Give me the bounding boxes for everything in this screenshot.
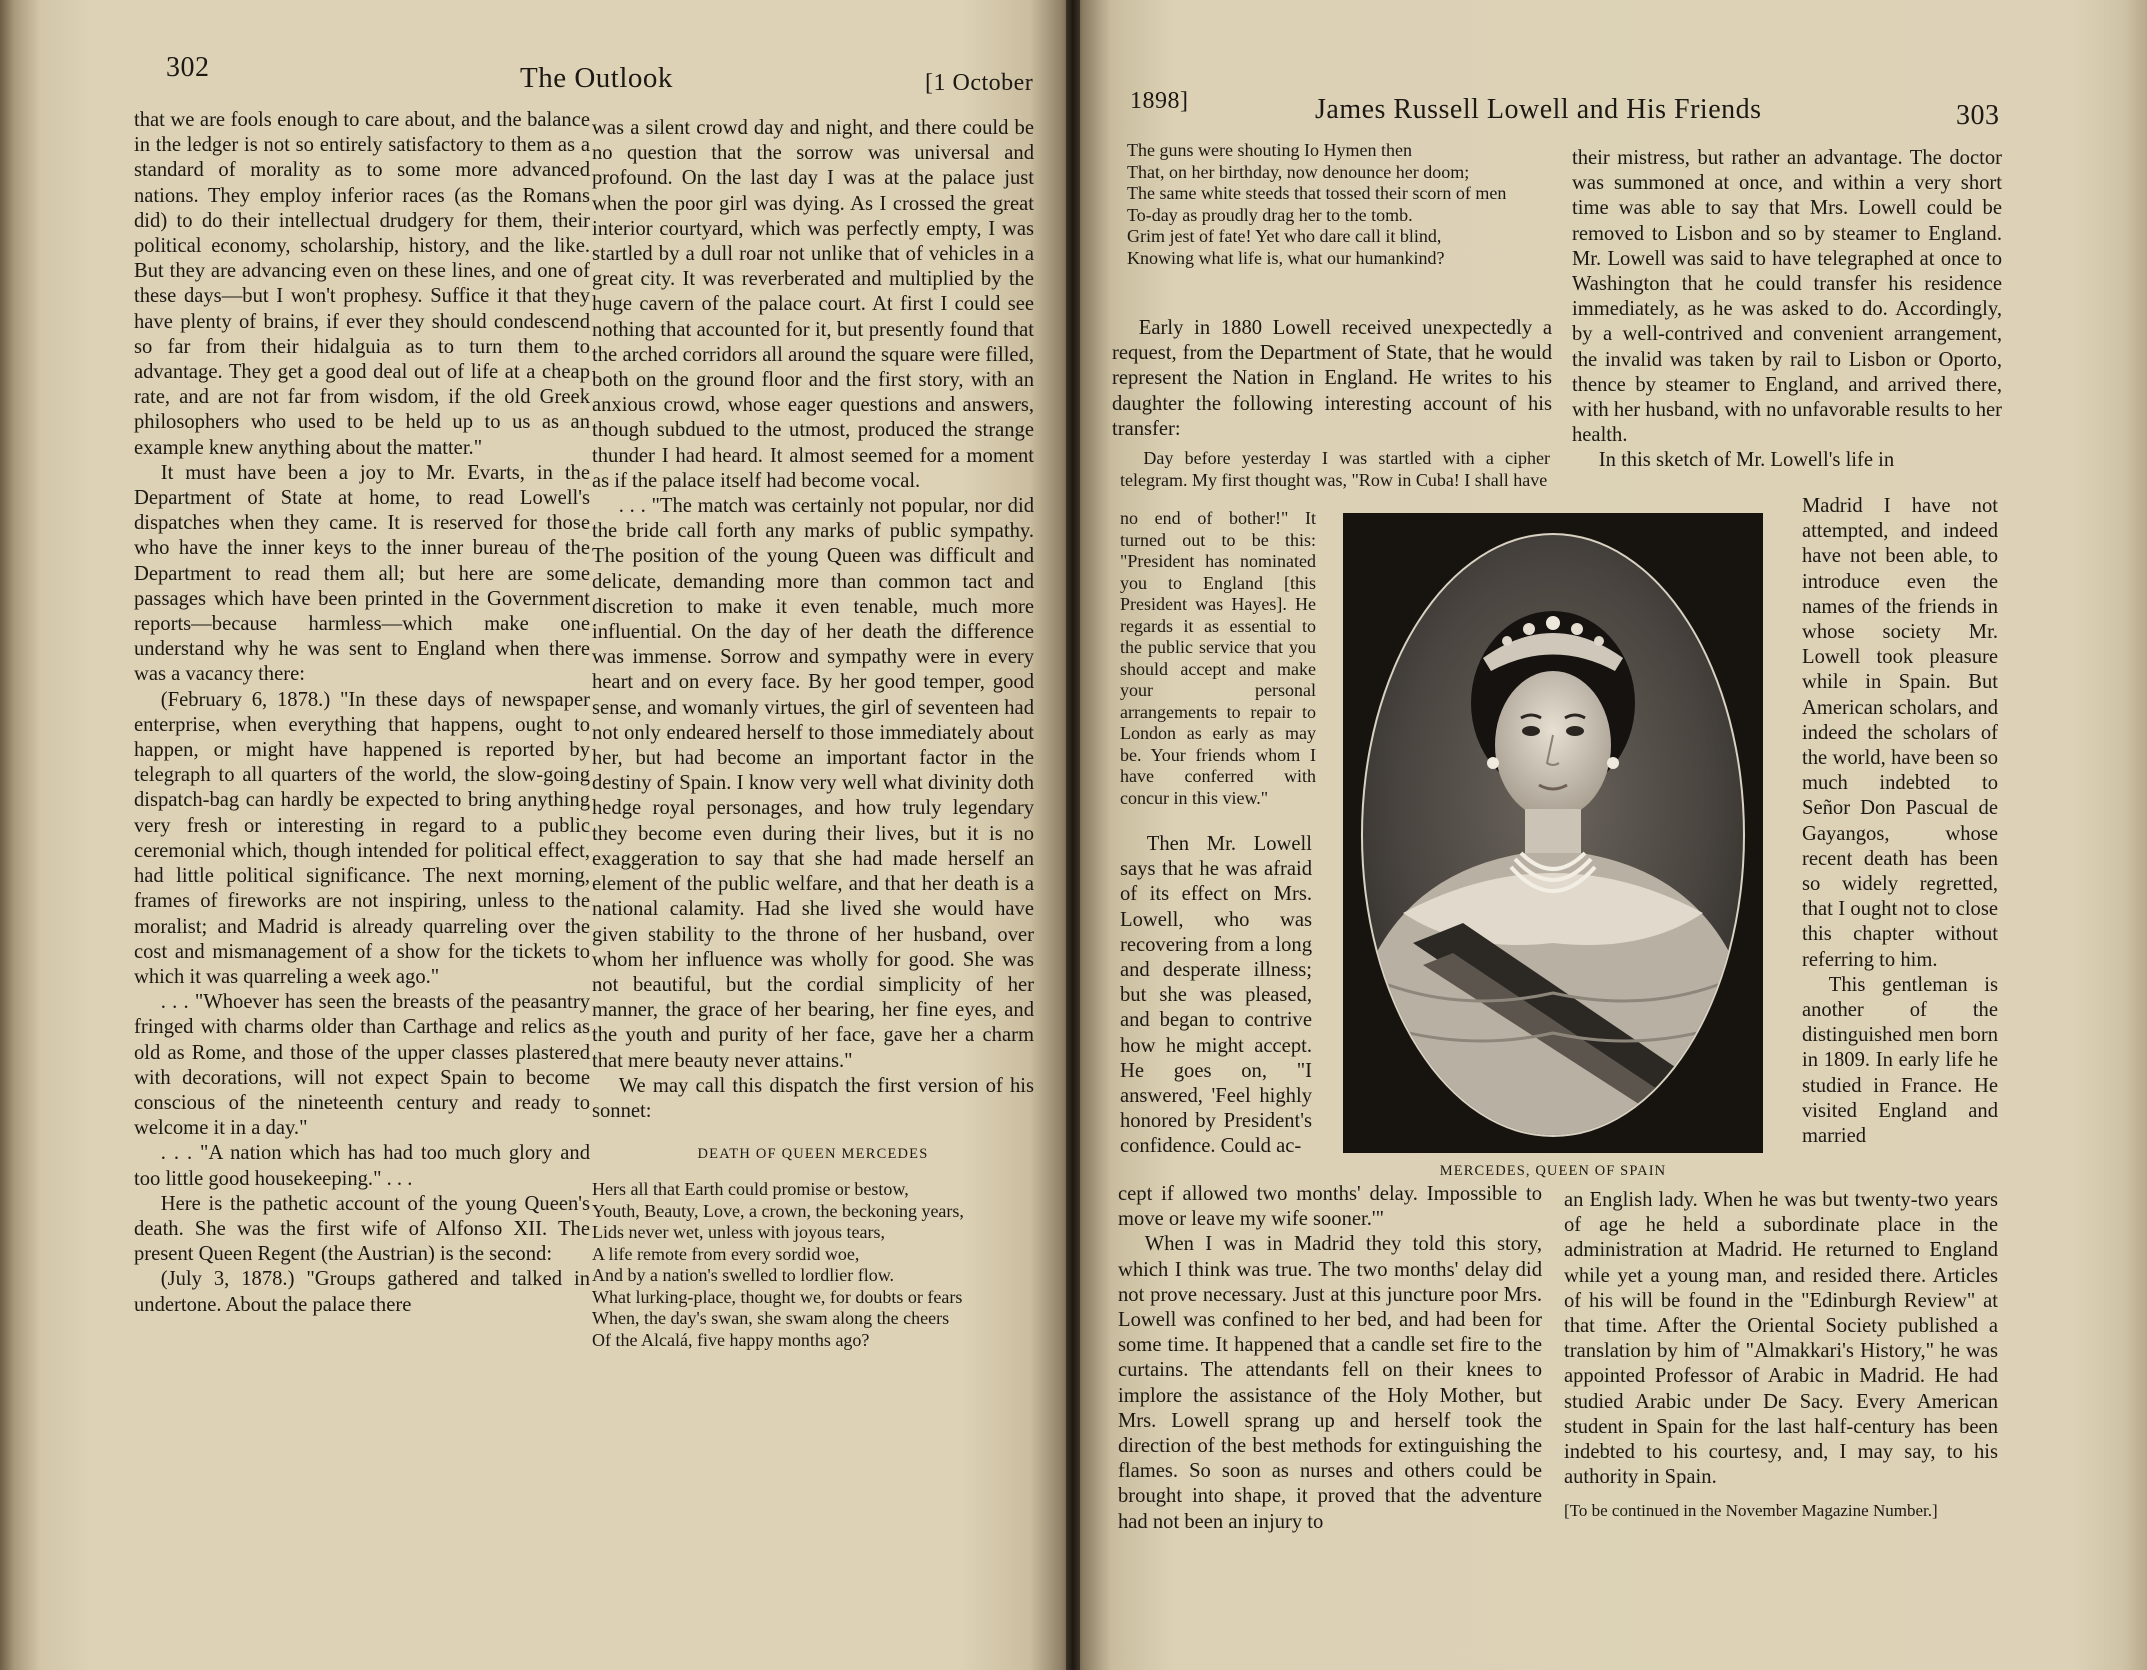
page-number-right: 303 [1956,100,2000,131]
paragraph: that we are fools enough to care about, and the balance in the ledger is not so entirely satisfactory to them as a standard of morality as to some more advanced nations. They employ inferior races (as the Romans did) to do their intellectual drudgery for them, their political economy, scholarship, history, and the like. But they are advancing even on these lines, and one of these days—but I won't prophesy. Suffice it that they have plenty of brains, if ever they should condescend so far from their hidalguia as to turn them to advantage. They get a good deal out of life at a cheap rate, and are not far from wisdom, if the old Greek philosophers who used to be held up to us as an example knew anything about the matter." [134,109,590,459]
portrait-image [1343,513,1763,1153]
poem-continuation [1127,140,1552,269]
right-column-1-bottom [1118,1182,1542,1535]
paragraph: This gentleman is another of the distinguished men born in 1809. In early life he studied in France. He visited England and married [1802,973,1998,1148]
right-column-2-bottom [1564,1188,1998,1522]
right-column-2-narrow [1802,494,1998,1149]
running-date-right: 1898] [1130,88,1189,114]
letter-quote [1120,448,1550,491]
sonnet-title: DEATH OF QUEEN MERCEDES [697,1146,929,1163]
paragraph: When I was in Madrid they told this story, which I think was true. The two months' delay did not prove necessary. Just at this juncture poor Mrs. Lowell was confined to her bed, and had been for some time. It happened that a candle set fire to the curtains. The attendants fell on their knees to implore the assistance of the Holy Mother, but Mrs. Lowell sprang up and herself took the direction of the best methods for extinguishing the flames. So soon as nurses and others could be brought into shape, it proved that the adventure had not been an injury to [1118,1233,1542,1533]
running-title-right: James Russell Lowell and His Friends [1315,94,1762,125]
paragraph: was a silent crowd day and night, and there could be no question that the sorrow was universal and profound. On the last day I was at the palace just when the poor girl was dying. As I crossed the great interior courtyard, which was perfectly empty, I was startled by a dull roar not unlike that of vehicles in a great city. It was reverberated and multiplied by the huge cavern of the palace court. At first I could see nothing that accounted for it, but presently found that the arched corridors all around the square were filled, both on the ground floor and the first story, with an anxious crowd, whose eager questions and answers, though subdued to the utmost, produced the strange thunder I had heard. It almost seemed for a moment as if the palace itself had become vocal. [592,117,1034,492]
portrait-illustration [1343,513,1763,1153]
page-number-left: 302 [166,52,210,83]
right-column-2-top [1572,146,2002,474]
letter-first: Day before yesterday I was startled with a cipher telegram. My first thought was, "Row in Cuba! I shall have [1120,448,1550,490]
poem-line: That, on her birthday, now denounce her doom; [1127,161,1470,182]
poem-line: The same white steeds that tossed their scorn of men [1127,183,1507,203]
running-date-left: [1 October [925,70,1034,96]
paragraph: In this sketch of Mr. Lowell's life in [1598,449,1895,472]
right-column-1-top [1112,316,1552,442]
paragraph: Then Mr. Lowell says that he was afraid of its effect on Mrs. Lowell, who was recovering from a long and desperate illness; but she was pleased, and began to contrive how he might accept. He goes on, "I answered, 'Feel highly honored by President's confidence. Could ac- [1120,833,1312,1158]
continued-note: [To be continued in the November Magazine Number.] [1564,1501,1938,1521]
paragraph: Early in 1880 Lowell received unexpectedly a request, from the Department of State, that he would represent the Nation in England. He writes to his daughter the following interesting account of his transfer: [1112,317,1552,440]
narrow-paragraph [1120,832,1312,1160]
letter-narrow: no end of bother!" It turned out to be this: "President has nominated you to England [this President was Hayes]. He regards it as essential to the public service that you should accept and make your personal arrangements to repair to London as early as may be. Your friends whom I have conferred with concur in this view." [1120,508,1316,808]
paragraph: cept if allowed two months' delay. Impossible to move or leave my wife sooner.'" [1118,1183,1542,1231]
paragraph: their mistress, but rather an advantage. The doctor was summoned at once, and within a very short time was able to say that Mrs. Lowell could be removed to Lisbon and so by steamer to England. Mr. Lowell was said to have telegraphed at once to Washington that he could transfer his residence immediately, as he was asked to do. Accordingly, by a well-contrived and convenient arrangement, the invalid was taken by rail to Lisbon or Oporto, thence by steamer to England, and arrived there, with her husband, with no unfavorable results to her health. [1572,147,2002,447]
poem-line: Knowing what life is, what our humankind? [1127,247,1445,268]
poem-line: The guns were shouting Io Hymen then [1127,140,1412,160]
paragraph: . . . "A nation which has had too much glory and too little good housekeeping." . . . [134,1142,590,1190]
sonnet-line: A life remote from every sordid woe, [592,1243,860,1264]
book-gutter [1066,0,1080,1670]
left-column-1 [134,108,590,1318]
paragraph: an English lady. When he was but twenty-two years of age he held a subordinate place in the administration at Madrid. He returned to England while yet a young man, and resided there. Articles of his will be found in the "Edinburgh Review" at that time. After the Oriental Society published a translation by him of "Almakkari's History," he was appointed Professor of Arabic in Madrid. He had studied Arabic under De Sacy. Every American student in Spain for the last half-century has been indebted to his courtesy, and, I may say, to his authority in Spain. [1564,1189,1998,1489]
paragraph: . . . "The match was certainly not popular, nor did the bride call forth any marks of public sympathy. The position of the young Queen was difficult and delicate, demanding more than common tact and discretion to make it even tenable, much more influential. On the day of her death the difference was immense. Sorrow and sympathy were in every heart and on every face. By her good temper, good sense, and womanly virtues, the girl of seventeen had not only endeared herself to those immediately about her, but had become an important factor in the destiny of Spain. I know very well what divinity doth hedge royal personages, and how truly legendary they become even during their lives, but it is no exaggeration to say that she had made herself an element of the public welfare, and that her death is a national calamity. Had she lived she would have given stability to the throne of her husband, over whom her influence was wholly for good. She was not beautiful, but the cordial simplicity of her manner, the grace of her bearing, her fine eyes, and the youth and purity of her face, gave her a charm that mere beauty never attains." [592,495,1034,1072]
portrait-caption: MERCEDES, QUEEN OF SPAIN [1439,1163,1667,1179]
paragraph: It must have been a joy to Mr. Evarts, in the Department of State at home, to read Lowell's dispatches when they came. It is reserved for those who have the inner keys to the inner bureau of the Department to read them all; but here are some passages which have been printed in the Government reports—because harmless—which make one understand why he was sent to England when there was a vacancy there: [134,461,590,686]
left-column-2 [592,116,1034,1351]
paragraph: (February 6, 1878.) "In these days of newspaper enterprise, when everything that happens, ought to happen, or might have happened is reported by telegraph to all quarters of the world, the slow-going dispatch-bag can hardly be expected to bring anything very fresh or interesting in regard to a public ceremonial which, though intended for political effect, had little political significance. The next morning, frames of fireworks are not inspiring, unless to the moralist; and Madrid is already quarreling over the cost and mismanagement of a show for the tickets to which it was quarreling a week ago." [134,688,590,988]
sonnet-line: And by a nation's swelled to lordlier flow. [592,1265,895,1286]
poem-line: Grim jest of fate! Yet who dare call it blind, [1127,226,1442,246]
poem-line: To-day as proudly drag her to the tomb. [1127,204,1413,225]
paragraph: (July 3, 1878.) "Groups gathered and talked in undertone. About the palace there [134,1268,590,1316]
sonnet-line: When, the day's swan, she swam along the cheers [592,1308,950,1329]
letter-quote-narrow [1120,508,1316,809]
left-page [0,0,1073,1670]
paragraph: We may call this dispatch the first version of his sonnet: [592,1074,1034,1122]
paragraph: Madrid I have not attempted, and indeed have not been able, to introduce even the names of the friends in whose society Mr. Lowell took pleasure while in Spain. But American scholars, and indeed the scholars of the world, have been so much indebted to Señor Don Pascual de Gayangos, whose recent death has been so widely regretted, that I ought not to close this chapter without referring to him. [1802,495,1998,971]
paragraph: . . . "Whoever has seen the breasts of the peasantry fringed with charms older than Carthage and relics as old as Rome, and those of the upper classes plastered with decorations, will not expect Spain to become conscious of the nineteenth century and ready to welcome it in a day." [134,991,590,1140]
sonnet-line: Of the Alcalá, five happy months ago? [592,1329,870,1350]
sonnet-line: Youth, Beauty, Love, a crown, the beckoning years, [592,1200,964,1221]
sonnet-line: Hers all that Earth could promise or bestow, [592,1179,909,1200]
paragraph: Here is the pathetic account of the young Queen's death. She was the first wife of Alfonso XII. The present Queen Regent (the Austrian) is the second: [134,1192,590,1266]
running-title-left: The Outlook [520,62,673,94]
sonnet-line: Lids never wet, unless with joyous tears, [592,1222,885,1243]
sonnet [592,1179,1034,1351]
sonnet-line: What lurking-place, thought we, for doubts or fears [592,1286,963,1307]
